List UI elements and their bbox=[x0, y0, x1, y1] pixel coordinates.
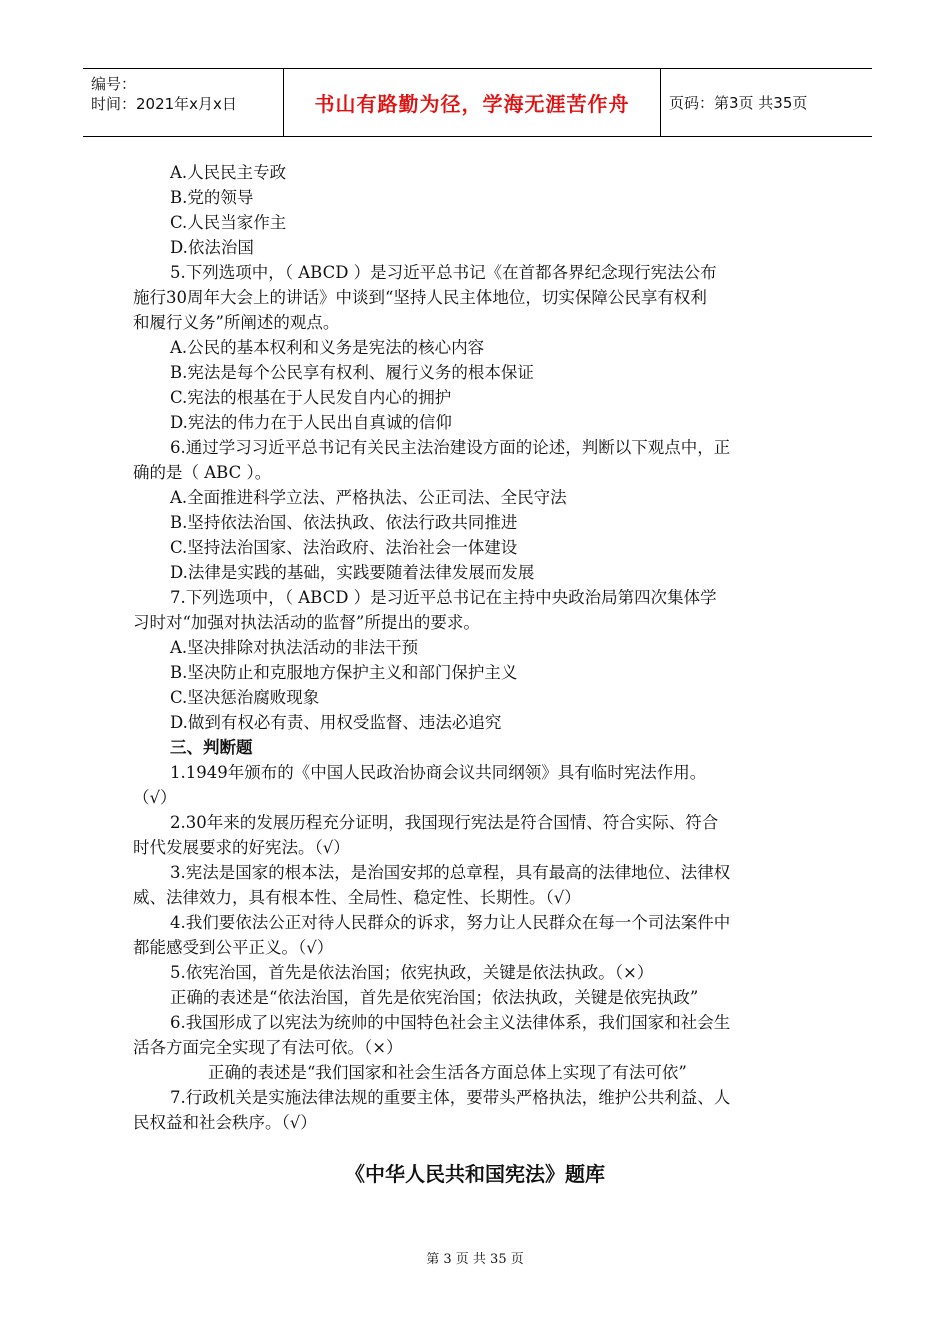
text-line: C.宪法的根基在于人民发自内心的拥护 bbox=[170, 388, 452, 407]
text-line: 民权益和社会秩序。（√） bbox=[133, 1113, 317, 1132]
text-line: 4.我们要依法公正对待人民群众的诉求，努力让人民群众在每一个司法案件中 bbox=[170, 913, 731, 932]
text-line: 习时对“加强对执法活动的监督”所提出的要求。 bbox=[133, 613, 480, 632]
text-line: A.公民的基本权利和义务是宪法的核心内容 bbox=[170, 338, 485, 357]
text-line: A.全面推进科学立法、严格执法、公正司法、全民守法 bbox=[170, 488, 567, 507]
text-line: 正确的表述是“我们国家和社会生活各方面总体上实现了有法可依” bbox=[208, 1063, 687, 1082]
text-line: 6.通过学习习近平总书记有关民主法治建设方面的论述，判断以下观点中，正 bbox=[170, 438, 731, 457]
text-line: B.党的领导 bbox=[170, 188, 254, 207]
text-line: 威、法律效力，具有根本性、全局性、稳定性、长期性。（√） bbox=[133, 888, 581, 907]
text-line: A.坚决排除对执法活动的非法干预 bbox=[170, 638, 419, 657]
text-line: 3.宪法是国家的根本法，是治国安邦的总章程，具有最高的法律地位、法律权 bbox=[170, 863, 731, 882]
page-header bbox=[83, 68, 872, 137]
time-label: 时间：2021年x月x日 bbox=[91, 95, 237, 113]
text-line: D.做到有权必有责、用权受监督、违法必追究 bbox=[170, 713, 502, 732]
text-line: D.宪法的伟力在于人民出自真诚的信仰 bbox=[170, 413, 452, 432]
text-line: 正确的表述是“依法治国，首先是依宪治国；依法执政，关键是依宪执政” bbox=[170, 988, 699, 1007]
text-line: 时代发展要求的好宪法。（√） bbox=[133, 838, 350, 857]
text-line: 1.1949年颁布的《中国人民政治协商会议共同纲领》具有临时宪法作用。 bbox=[170, 763, 707, 782]
text-line: 都能感受到公平正义。（√） bbox=[133, 938, 334, 957]
number-label: 编号： bbox=[91, 75, 137, 93]
section-title: 《中华人民共和国宪法》题库 bbox=[345, 1162, 605, 1186]
text-line: 2.30年来的发展历程充分证明，我国现行宪法是符合国情、符合实际、符合 bbox=[170, 813, 719, 832]
text-line: 7.下列选项中，（ ABCD ）是习近平总书记在主持中央政治局第四次集体学 bbox=[170, 588, 717, 607]
header-motto-cell bbox=[283, 69, 661, 136]
page-footer: 第 3 页 共 35 页 bbox=[426, 1252, 524, 1267]
text-line: C.坚持法治国家、法治政府、法治社会一体建设 bbox=[170, 538, 518, 557]
text-line: D.法律是实践的基础，实践要随着法律发展而发展 bbox=[170, 563, 535, 582]
text-line: B.坚持依法治国、依法执政、依法行政共同推进 bbox=[170, 513, 518, 532]
text-line: 6.我国形成了以宪法为统帅的中国特色社会主义法律体系，我们国家和社会生 bbox=[170, 1013, 731, 1032]
text-line: （√） bbox=[133, 788, 177, 807]
text-line: 5.依宪治国，首先是依法治国；依宪执政，关键是依法执政。（×） bbox=[170, 963, 654, 982]
text-line: D.依法治国 bbox=[170, 238, 254, 257]
text-line: A.人民民主专政 bbox=[170, 163, 287, 182]
section-heading: 三、判断题 bbox=[170, 738, 253, 757]
text-line: 7.行政机关是实施法律法规的重要主体，要带头严格执法，维护公共利益、人 bbox=[170, 1088, 731, 1107]
text-line: C.人民当家作主 bbox=[170, 213, 287, 232]
page-info: 页码：第3页 共35页 bbox=[669, 94, 808, 112]
text-line: 活各方面完全实现了有法可依。（×） bbox=[133, 1038, 403, 1057]
text-line: 和履行义务”所阐述的观点。 bbox=[133, 313, 340, 332]
text-line: 确的是（ ABC ）。 bbox=[133, 463, 272, 482]
text-line: 5.下列选项中，（ ABCD ）是习近平总书记《在首都各界纪念现行宪法公布 bbox=[170, 263, 717, 282]
text-line: B.宪法是每个公民享有权利、履行义务的根本保证 bbox=[170, 363, 534, 382]
text-line: B.坚决防止和克服地方保护主义和部门保护主义 bbox=[170, 663, 518, 682]
motto: 书山有路勤为径，学海无涯苦作舟 bbox=[314, 92, 630, 116]
text-line: C.坚决惩治腐败现象 bbox=[170, 688, 320, 707]
header-meta bbox=[83, 69, 283, 136]
text-line: 施行30周年大会上的讲话》中谈到“坚持人民主体地位，切实保障公民享有权利 bbox=[133, 288, 707, 307]
